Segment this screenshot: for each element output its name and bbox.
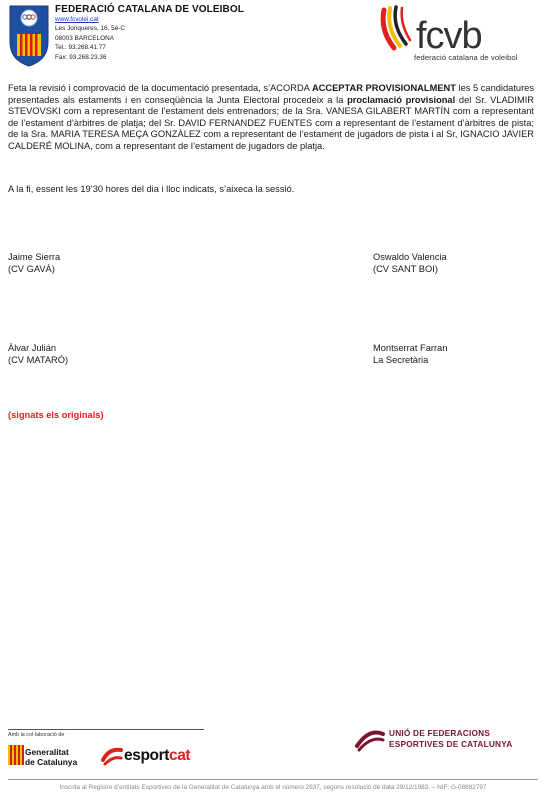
fax-number: Fax: 93.268.23.36 bbox=[55, 53, 107, 61]
ufec-line-1: UNIÓ DE FEDERACIONS bbox=[389, 728, 491, 738]
esportcat-swoosh-icon bbox=[101, 746, 123, 766]
address-line-2: 08003 BARCELONA bbox=[55, 34, 114, 42]
esportcat-word-b: cat bbox=[168, 747, 191, 764]
fcvb-subtitle: federació catalana de voleibol bbox=[414, 53, 518, 62]
signature-block bbox=[373, 343, 447, 366]
paragraph-text: del Sr. VLADIMIR STEVOVSKI com a representant de l’estament dels entrenadors; de la Sra. VANESA GILABERT MARTÍN com a representant de l’estament d’àrbitres de platja; del Sr. DAVID FERNANDEZ FUENTES com a representant de l’estament d’àrbitres de pista; de la Sra. MARIA TERESA MEÇA GONZÀLEZ com a representant de l’estament de jugadors de pista i al Sr, IGNACIO JAVIER CALDERÉ MOLINA, com a representant de l’estament de jugadors de platja. bbox=[8, 94, 534, 151]
generalitat-wordmark bbox=[25, 748, 77, 767]
closing-statement: A la fi, essent les 19’30 hores del dia i lloc indicats, s’aixeca la sessió. bbox=[8, 184, 295, 194]
signature-block bbox=[8, 252, 60, 275]
footer-divider bbox=[8, 779, 538, 780]
generalitat-logo-icon bbox=[8, 745, 24, 765]
generalitat-line-1: Generalitat bbox=[25, 747, 69, 757]
signed-originals-note: (signats els originals) bbox=[8, 410, 104, 420]
signatory-name: Jaime Sierra bbox=[8, 252, 61, 262]
signature-block bbox=[373, 252, 447, 275]
signatory-role: (CV MATARÓ) bbox=[8, 354, 69, 365]
collaboration-divider bbox=[8, 729, 204, 730]
ufec-logo-icon bbox=[355, 728, 385, 752]
phone-number: Tel.: 93.268.41.77 bbox=[55, 44, 106, 52]
generalitat-line-2: de Catalunya bbox=[25, 756, 78, 767]
esportcat-word-a: esport bbox=[124, 747, 169, 764]
ufec-line-2: ESPORTIVES DE CATALUNYA bbox=[389, 739, 513, 749]
provisional-proclamation-emphasis: proclamació provisional bbox=[347, 94, 456, 105]
fcvb-logo bbox=[378, 4, 536, 66]
signatory-role: La Secretària bbox=[373, 354, 429, 365]
fcvb-wordmark: fcvb bbox=[416, 15, 482, 54]
ufec-wordmark bbox=[389, 728, 512, 750]
signatory-name: Àlvar Julián bbox=[8, 343, 57, 353]
resolution-paragraph bbox=[8, 83, 534, 153]
signatory-name: Oswaldo Valencia bbox=[373, 252, 447, 262]
federation-name: FEDERACIÓ CATALANA DE VOLEIBOL bbox=[55, 4, 244, 15]
federation-shield-icon bbox=[8, 4, 50, 68]
paragraph-text: les 5 candidatures presentades als estaments i en conseqüència la Junta Electoral procedeix a la bbox=[8, 83, 534, 105]
signatory-name: Montserrat Farran bbox=[373, 343, 448, 353]
address-line-1: Les Jonqueres, 16, 5è-C bbox=[55, 25, 125, 33]
collaboration-label: Amb la col·laboració de bbox=[8, 732, 65, 738]
signatory-role: (CV GAVÀ) bbox=[8, 263, 55, 274]
esportcat-wordmark bbox=[124, 747, 190, 765]
signatory-role: (CV SANT BOI) bbox=[373, 263, 438, 274]
fcvb-ball-icon bbox=[378, 4, 536, 54]
accept-provisionally-emphasis: ACCEPTAR PROVISIONALMENT bbox=[311, 83, 456, 93]
paragraph-text: Feta la revisió i comprovació de la documentació presentada, s’ACORDA bbox=[8, 83, 312, 93]
website-link[interactable]: www.fcvolei.cat bbox=[55, 16, 99, 23]
signature-block bbox=[8, 343, 68, 366]
federation-contact-block bbox=[55, 4, 244, 62]
registry-note: Inscrita al Registre d’entitats Esportives de la Generalitat de Catalunya amb el número 2837, segons resolució de data 29/12/1983. – NIF: G-08882797 bbox=[59, 784, 487, 791]
federation-header bbox=[8, 4, 248, 72]
